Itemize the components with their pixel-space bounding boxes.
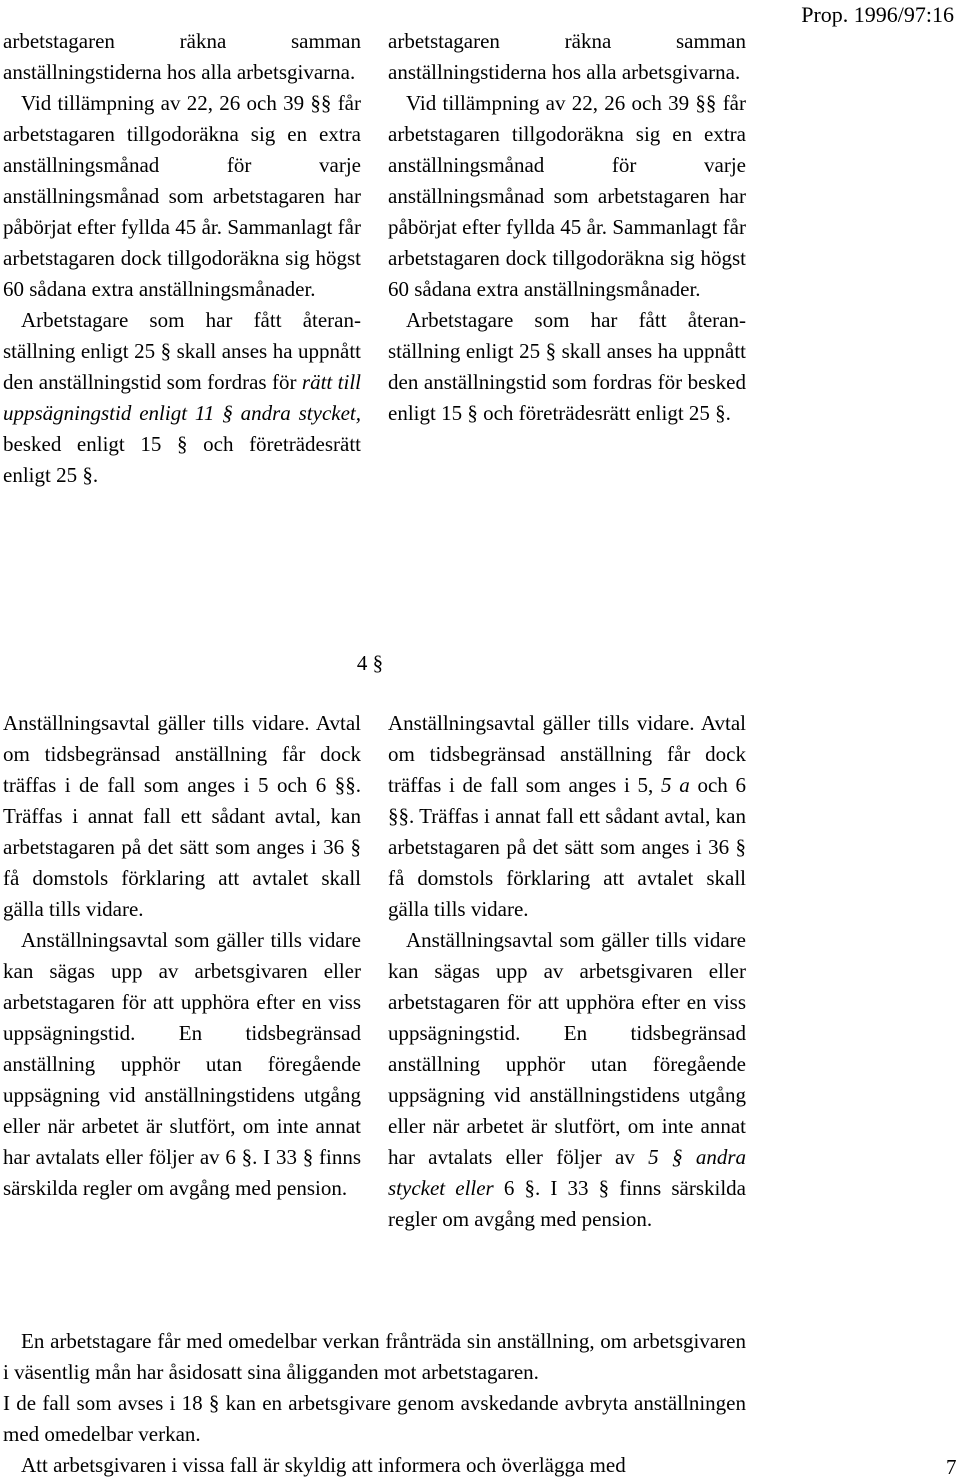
paragraph-text: Anställningsavtal som gäller tills vidare kan sägas upp av arbetsgivaren eller arbetstagaren för att upphöra efter en viss uppsägningstid. En tidsbegränsad anställning upphör utan föregående uppsägning vid anställningstidens utgång eller när arbetet är slutfört, om inte annat har avtalats eller följer av [388,928,746,1169]
paragraph-text: besked enligt 15 § och företrädesrätt enligt 25 §. [3,432,361,487]
italic-amendment: 5 a [661,773,690,797]
paragraph: arbetstagaren räkna samman anställningstiderna hos alla arbetsgivarna. [388,29,746,84]
section-heading: 4 § [356,651,384,675]
paragraph [3,305,361,491]
paragraph: Arbetstagare som har fått återanställning enligt 25 § skall anses ha uppnått den anställningstid som fordras för besked enligt 15 § och företrädesrätt enligt 25 §. [388,308,746,425]
paragraph: Anställningsavtal gäller tills vidare. Avtal om tidsbegränsad anställning får dock träffas i de fall som anges i 5 och 6 §§. Träffas i annat fall ett sådant avtal, kan arbetstagaren på det sätt som anges i 36 § få domstols förklaring att avtalet skall gälla tills vidare. [3,711,361,921]
paragraph [388,925,746,1235]
paragraph: I de fall som avses i 18 § kan en arbetsgivare genom avskedande avbryta anställningen med omedelbar verkan. [3,1391,746,1446]
current-text-column-upper [3,26,361,491]
proposed-text-column-lower [388,708,746,1235]
page-number: 7 [946,1455,957,1479]
full-width-text [3,1326,746,1481]
paragraph: arbetstagaren räkna samman anställningstiderna hos alla arbetsgivarna. [3,29,361,84]
paragraph: Vid tillämpning av 22, 26 och 39 §§ får arbetstagaren tillgodoräkna sig en extra anställningsmånad för varje anställningsmånad som arbetstagaren har påbörjat efter fyllda 45 år. Sammanlagt får arbetstagaren dock tillgodoräkna sig högst 60 sådana extra anställningsmånader. [3,91,361,301]
paragraph-text: och 6 §§. Träffas i annat fall ett sådant avtal, kan arbetstagaren på det sätt som anges i 36 § få domstols förklaring att avtalet skall gälla tills vidare. [388,773,747,921]
paragraph: Vid tillämpning av 22, 26 och 39 §§ får arbetstagaren tillgodoräkna sig en extra anställningsmånad för varje anställningsmånad som arbetstagaren har påbörjat efter fyllda 45 år. Sammanlagt får arbetstagaren dock tillgodoräkna sig högst 60 sådana extra anställningsmånader. [388,91,746,301]
paragraph-text: Arbetstagare som har fått återanställning enligt 25 § skall anses ha uppnått den anställningstid som fordras för [3,308,361,394]
proposed-text-column-upper [388,26,746,429]
current-text-column-lower [3,708,361,1204]
proposition-reference: Prop. 1996/97:16 [801,2,954,27]
paragraph-text: 6 §. I 33 § finns särskilda regler om avgång med pension. [388,1176,746,1231]
paragraph: En arbetstagare får med omedelbar verkan frånträda sin anställning, om arbetsgivaren i väsentlig mån har åsidosatt sina åligganden mot arbetstagaren. [3,1329,746,1384]
italic-amendment: rätt till uppsägningstid enligt 11 § andra stycket, [3,370,361,425]
paragraph: Anställningsavtal som gäller tills vidare kan sägas upp av arbetsgivaren eller arbetstagaren för att upphöra efter en viss uppsägningstid. En tidsbegränsad anställning upphör utan föregående uppsägning vid anställningstidens utgång eller när arbetet är slutfört, om inte annat har avtalats eller följer av 6 §. I 33 § finns särskilda regler om avgång med pension. [3,928,361,1200]
paragraph [388,708,746,925]
paragraph-text: Anställningsavtal gäller tills vidare. Avtal om tidsbegränsad anställning får dock träffas i de fall som anges i 5, [388,711,746,797]
italic-amendment: 5 § andra stycket eller [388,1145,746,1200]
paragraph: Att arbetsgivaren i vissa fall är skyldig att informera och överlägga med [21,1453,626,1477]
